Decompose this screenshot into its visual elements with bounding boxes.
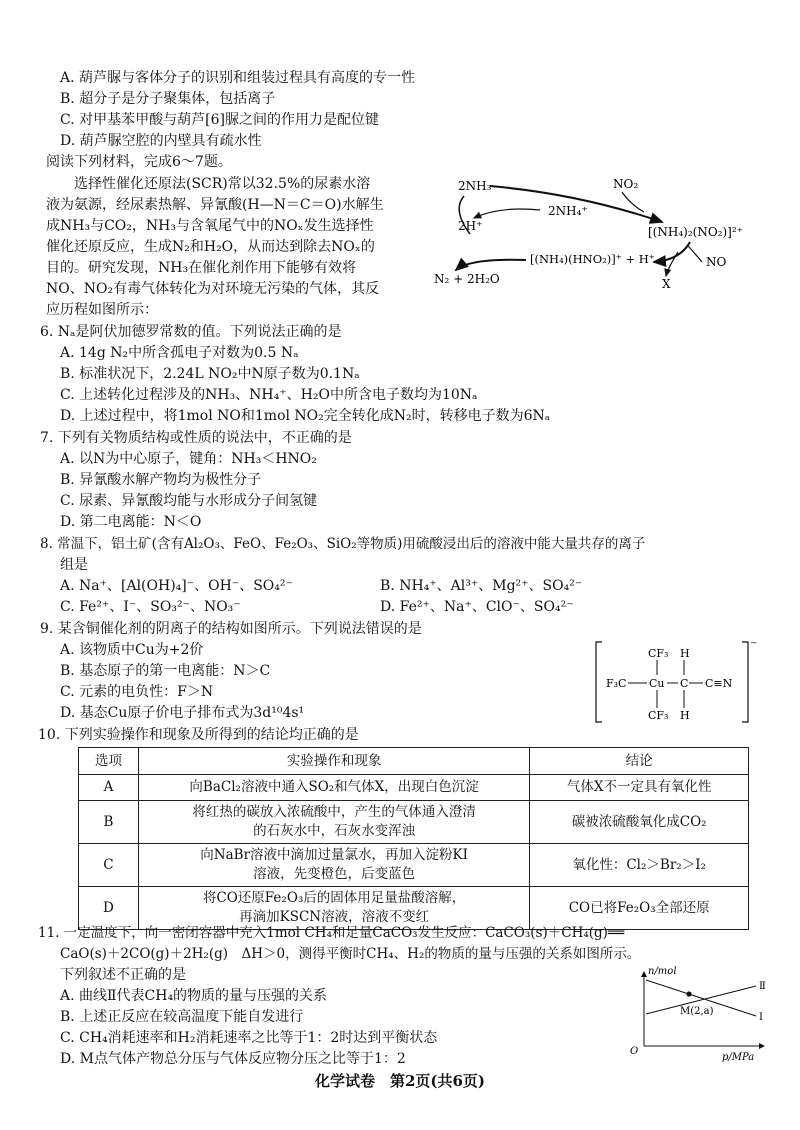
row-option: A <box>79 775 139 801</box>
header-operation: 实验操作和现象 <box>138 748 529 775</box>
passage-line: 液为氨源，经尿素热解、异氰酸(H—N＝C＝O)水解生 <box>46 197 384 213</box>
row-conclusion: 气体X不一定具有氧化性 <box>530 775 749 801</box>
q10-stem: 10. 下列实验操作和现象及所得到的结论均正确的是 <box>38 727 359 743</box>
row-option: B <box>79 801 139 844</box>
q9-stem: 9. 某含铜催化剂的阴离子的结构如图所示。下列说法错误的是 <box>40 621 422 637</box>
q8-stem: 8. 常温下，铝土矿(含有Al₂O₃、FeO、Fe₂O₃、SiO₂等物质)用硫酸浸出后的溶液中能大量共存的离子 <box>40 536 646 552</box>
q11-stem: 11. 一定温度下，向一密闭容器中充入1mol CH₄和足量CaCO₃发生反应：CaCO₃(s)＋CH₄(g)══ <box>38 925 625 941</box>
table-row <box>79 844 749 887</box>
row-operation <box>138 844 529 887</box>
label-2nh3: 2NH₃ <box>458 179 492 193</box>
row-option: C <box>79 844 139 887</box>
row-conclusion: 氧化性：Cl₂＞Br₂＞I₂ <box>530 844 749 887</box>
f3c-left: F₃C <box>606 677 627 690</box>
h-bottom: H <box>680 709 690 722</box>
q11-stem-question: 下列叙述不正确的是 <box>60 967 186 983</box>
q8-option-d: D. Fe²⁺、Na⁺、ClO⁻、SO₄²⁻ <box>380 599 574 615</box>
curve-2-label: Ⅱ <box>759 981 766 992</box>
q7-option-b: B. 异氰酸水解产物均为极性分子 <box>60 472 262 488</box>
q9-option-b: B. 基态原子的第一电离能：N＞C <box>60 663 271 679</box>
page-footer: 化学试卷 第2页(共6页) <box>314 1072 486 1090</box>
q11-option-c: C. CH₄消耗速率和H₂消耗速率之比等于1：2时达到平衡状态 <box>60 1030 438 1046</box>
arrow-bottom <box>456 260 526 270</box>
q5-option-b: B. 超分子是分子聚集体，包括离子 <box>60 91 276 107</box>
label-x: X <box>662 277 671 291</box>
label-complex-right: [(NH₄)₂(NO₂)]²⁺ <box>648 225 743 239</box>
right-bracket <box>742 642 748 722</box>
scr-mechanism-diagram <box>430 170 770 295</box>
label-products: N₂ + 2H₂O <box>434 272 500 286</box>
q9-option-d: D. 基态Cu原子价电子排布式为3d¹⁰4s¹ <box>60 705 305 721</box>
header-conclusion: 结论 <box>530 748 749 775</box>
c-atom: C <box>680 677 689 690</box>
origin-label: O <box>630 1046 639 1057</box>
row-conclusion: CO已将Fe₂O₃全部还原 <box>530 887 749 930</box>
operation-line: 向BaCl₂溶液中通入SO₂和气体X，出现白色沉淀 <box>189 779 479 795</box>
pressure-graph <box>626 964 776 1064</box>
q5-option-d: D. 葫芦脲空腔的内壁具有疏水性 <box>60 133 262 149</box>
operation-line: 向NaBr溶液中滴加过量氯水，再加入淀粉KI <box>200 847 468 863</box>
arrow-h-out <box>474 209 540 218</box>
passage-line: 催化还原反应，生成N₂和H₂O，从而达到除去NOₓ的 <box>46 239 375 255</box>
row-operation <box>138 801 529 844</box>
q8-option-b: B. NH₄⁺、Al³⁺、Mg²⁺、SO₄²⁻ <box>380 578 583 594</box>
reading-intro: 阅读下列材料，完成6～7题。 <box>46 154 232 170</box>
q6-stem: 6. Nₐ是阿伏加德罗常数的值。下列说法正确的是 <box>40 324 342 340</box>
header-option: 选项 <box>79 748 139 775</box>
q11-option-d: D. M点气体产物总分压与气体反应物分压之比等于1：2 <box>60 1051 406 1067</box>
charge-sign: ⁻ <box>750 640 758 654</box>
passage-line: NO、NO₂有毒气体转化为对环境无污染的气体，其反 <box>46 281 380 297</box>
arrow-no-in <box>688 246 702 262</box>
left-bracket <box>596 642 602 722</box>
row-option: D <box>79 887 139 930</box>
q8-stem-cont: 组是 <box>60 557 88 573</box>
q9-option-c: C. 元素的电负性：F＞N <box>60 684 214 700</box>
q7-option-c: C. 尿素、异氰酸均能与水形成分子间氢键 <box>60 493 318 509</box>
arrow-no2-in <box>622 192 644 212</box>
q9-option-a: A. 该物质中Cu为+2价 <box>60 642 204 658</box>
experiment-table <box>78 747 749 930</box>
q6-option-c: C. 上述转化过程涉及的NH₃、NH₄⁺、H₂O中所含电子数均为10Nₐ <box>60 387 478 403</box>
operation-line: 将红热的碳放入浓硫酸中，产生的气体通入澄清 <box>192 804 476 820</box>
cu-atom: Cu <box>649 677 665 690</box>
point-m <box>686 991 691 996</box>
q11-option-b: B. 上述正反应在较高温度下能自发进行 <box>60 1009 304 1025</box>
table-row <box>79 775 749 801</box>
q7-stem: 7. 下列有关物质结构或性质的说法中，不正确的是 <box>40 430 352 446</box>
cu-anion-structure <box>592 640 762 726</box>
scr-passage <box>46 174 426 321</box>
arrow-right-down <box>654 242 690 262</box>
q6-option-d: D. 上述过程中，将1mol NO和1mol NO₂完全转化成N₂时，转移电子数为6Nₐ <box>60 408 551 424</box>
q5-option-c: C. 对甲基苯甲酸与葫芦[6]脲之间的作用力是配位键 <box>60 112 379 128</box>
point-m-label: M(2,a) <box>680 1006 714 1017</box>
q5-option-a: A. 葫芦脲与客体分子的识别和组装过程具有高度的专一性 <box>60 70 416 86</box>
table-row <box>79 801 749 844</box>
operation-line: 将CO还原Fe₂O₃后的固体用足量盐酸溶解， <box>202 890 466 906</box>
arrow-x-out <box>666 252 678 276</box>
q6-option-a: A. 14g N₂中所含孤电子对数为0.5 Nₐ <box>60 345 299 361</box>
operation-line: 溶液，先变橙色，后变蓝色 <box>253 866 416 882</box>
label-2h: 2H⁺ <box>458 219 483 233</box>
q8-option-c: C. Fe²⁺、I⁻、SO₃²⁻、NO₃⁻ <box>60 599 241 615</box>
q7-option-a: A. 以N为中心原子，键角：NH₃＜HNO₂ <box>60 451 317 467</box>
passage-line: 成NH₃与CO₂，NH₃与含氧尾气中的NOₓ发生选择性 <box>46 218 374 234</box>
row-conclusion: 碳被浓硫酸氧化成CO₂ <box>530 801 749 844</box>
operation-line: 的石灰水中，石灰水变浑浊 <box>253 823 416 839</box>
cn-group: C≡N <box>705 677 733 690</box>
q8-option-a: A. Na⁺、[Al(OH)₄]⁻、OH⁻、SO₄²⁻ <box>60 578 293 594</box>
q11-option-a: A. 曲线Ⅱ代表CH₄的物质的量与压强的关系 <box>60 988 328 1004</box>
x-axis-label: p/MPa <box>722 1052 755 1063</box>
h-top: H <box>680 647 690 660</box>
passage-line: 应历程如图所示： <box>46 302 158 318</box>
q7-option-d: D. 第二电离能：N＜O <box>60 514 202 530</box>
passage-line: 选择性催化还原法(SCR)常以32.5%的尿素水溶 <box>46 176 371 192</box>
cf3-bottom: CF₃ <box>648 709 669 722</box>
operation-line: 再滴加KSCN溶液，溶液不变红 <box>239 909 430 925</box>
table-header-row <box>79 748 749 775</box>
curve-1-label: Ⅰ <box>759 1012 763 1023</box>
passage-line: 目的。研究发现，NH₃在催化剂作用下能够有效将 <box>46 260 357 276</box>
q11-stem-cont: CaO(s)＋2CO(g)＋2H₂(g) ΔH＞0，测得平衡时CH₄、H₂的物质的量与压强的关系如图所示。 <box>60 946 641 962</box>
label-no2: NO₂ <box>613 177 639 191</box>
y-axis-label: n/mol <box>648 966 677 977</box>
label-complex-mid: [(NH₄)(HNO₂)]⁺ + H⁺ <box>530 252 655 266</box>
q6-option-b: B. 标准状况下，2.24L NO₂中N原子数为0.1Nₐ <box>60 366 360 382</box>
label-2nh4: 2NH₄⁺ <box>548 204 588 218</box>
label-no: NO <box>706 255 727 269</box>
row-operation <box>138 775 529 801</box>
cf3-top: CF₃ <box>648 647 669 660</box>
